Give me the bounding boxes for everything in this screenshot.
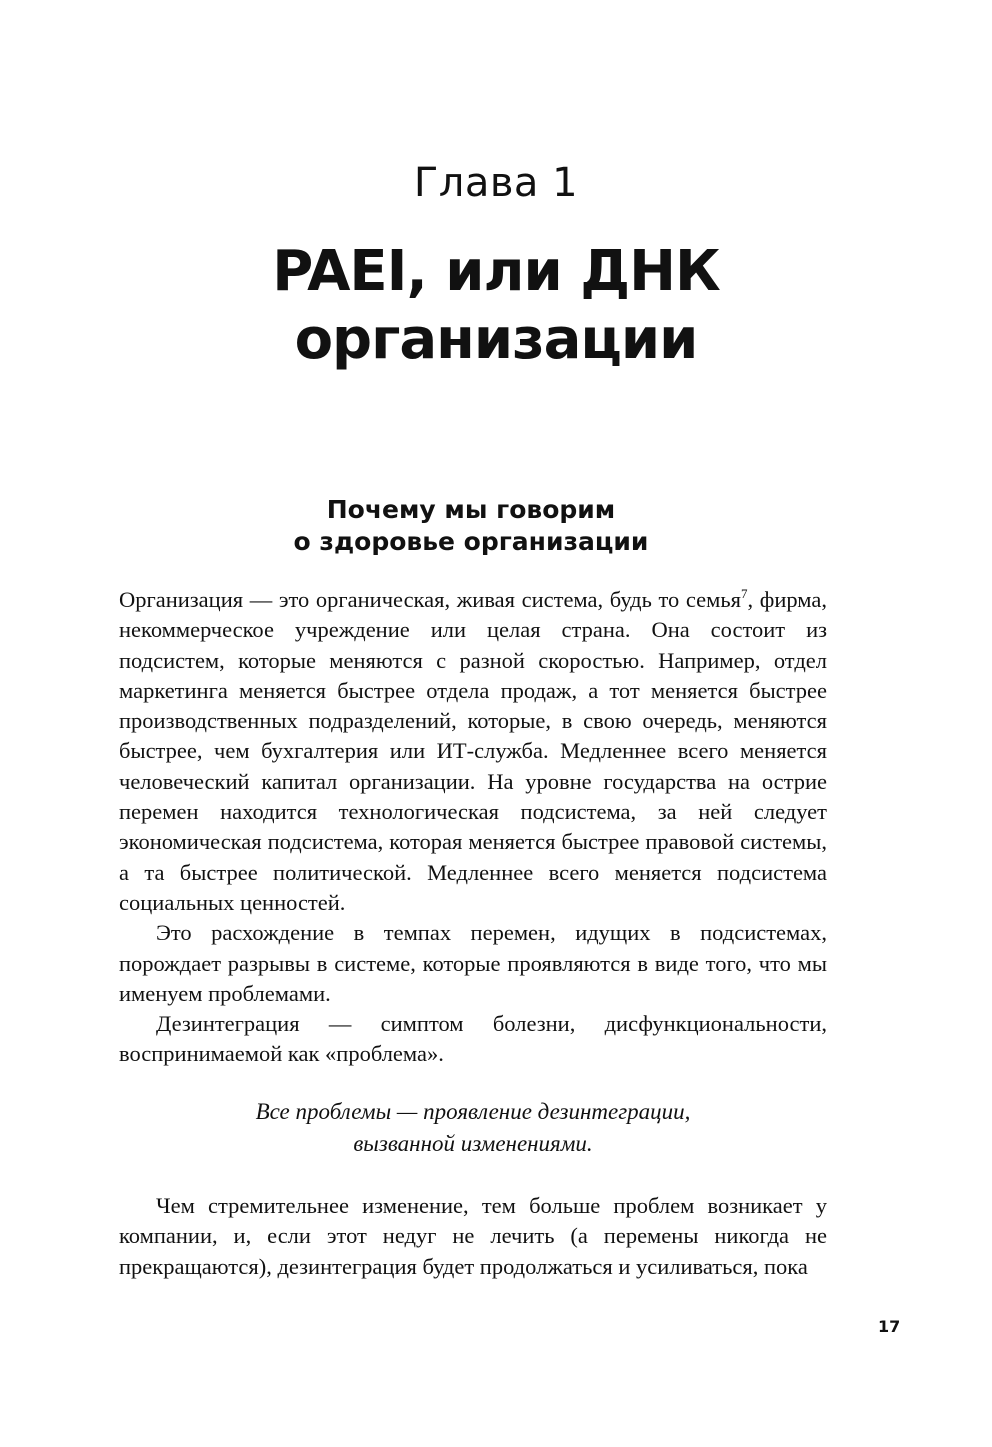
paragraph-1-start: Организация — это органическая, живая система, будь то семья (119, 587, 742, 612)
chapter-title-line-1: PAEI, или ДНК (272, 239, 720, 304)
chapter-title-line-2: организации (294, 307, 698, 372)
paragraph-3: Дезинтеграция — симптом болезни, дисфункциональности, воспринимаемой как «проблема». (119, 1011, 827, 1067)
paragraph-4: Чем стремительнее изменение, тем больше проблем возникает у компании, и, если этот недуг не лечить (а перемены никогда не прекращаются), дезинтеграция будет продолжаться и усиливаться, пока (119, 1193, 827, 1279)
body-text-block-2 (119, 1191, 827, 1282)
paragraph-1-rest: , фирма, некоммерческое учреждение или целая страна. Она состоит из подсистем, которые меняются с разной скоростью. Например, отдел маркетинга меняется быстрее отдела продаж, а тот меняется быстрее производственных подразделений, которые, в свою очередь, меняются быстрее, чем бухгалтерия или ИТ-служба. Медленнее всего меняется человеческий капитал организации. На уровне государства на острие перемен находится технологическая подсистема, за ней следует экономическая подсистема, которая меняется быстрее правовой системы, а та быстрее политической. Медленнее всего меняется подсистема социальных ценностей. (119, 587, 827, 915)
paragraph-1 (119, 585, 827, 918)
paragraph-2: Это расхождение в темпах перемен, идущих в подсистемах, порождает разрывы в системе, которые проявляются в виде того, что мы именуем проблемами. (119, 920, 827, 1006)
section-heading-line-1: Почему мы говорим (326, 495, 616, 524)
page-number: 17 (878, 1317, 901, 1336)
highlighted-quote (119, 1096, 827, 1160)
body-text-block-1 (119, 585, 827, 1070)
section-heading-line-2: о здоровье организации (293, 527, 649, 556)
chapter-title (0, 238, 992, 374)
quote-line-1: Все проблемы — проявление дезинтеграции, (255, 1099, 691, 1124)
quote-line-2: вызванной изменениями. (353, 1131, 593, 1156)
chapter-label: Глава 1 (413, 160, 579, 206)
footnote-ref: 7 (741, 586, 748, 601)
section-heading (0, 494, 942, 558)
